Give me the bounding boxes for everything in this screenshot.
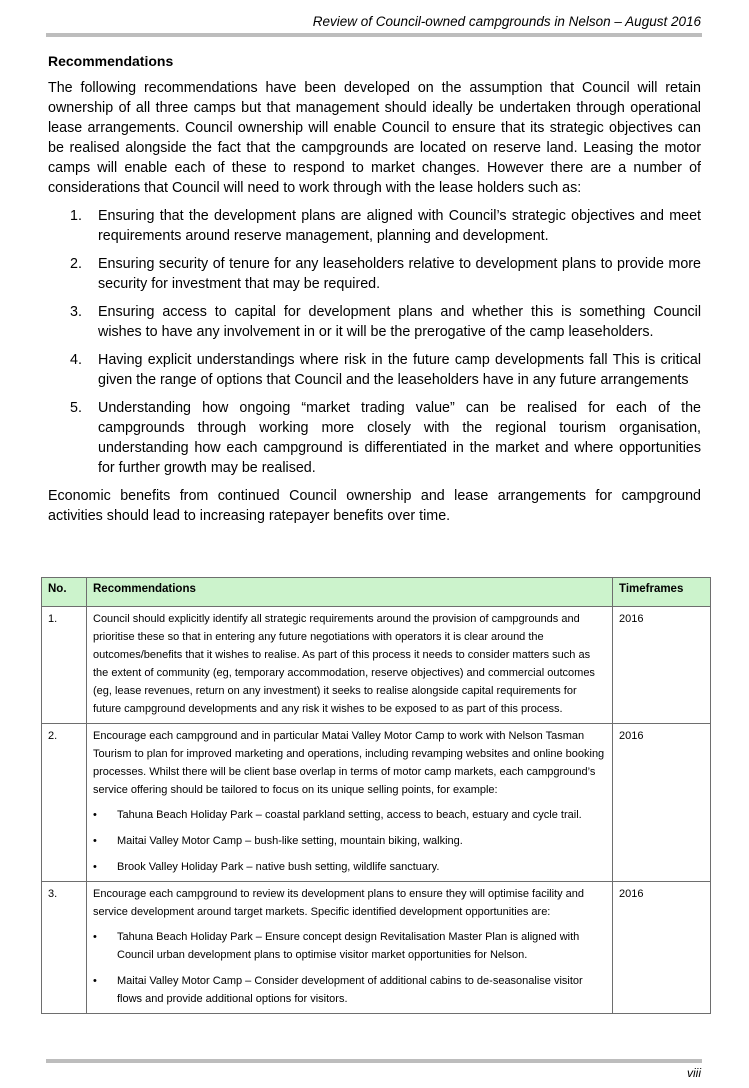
header-recommendations: Recommendations	[87, 578, 613, 607]
list-item-text: Understanding how ongoing “market trading value” can be realised for each of the campgrounds through working more closely with the regional tourism organisation, understanding how each campground is differentiated in the market and where opportunities for further growth may be realised.	[98, 400, 701, 476]
table-header-row	[42, 578, 711, 607]
footer-divider	[46, 1059, 702, 1063]
header-no: No.	[42, 578, 87, 607]
recommendations-table	[41, 577, 711, 1014]
list-item-text: Ensuring security of tenure for any leaseholders relative to development plans to provide more security for investment that may be required.	[98, 256, 701, 292]
list-item-number: 4.	[70, 352, 82, 368]
row-text: Encourage each campground to review its development plans to ensure they will optimise facility and service development around target markets. Specific identified development opportunities are:	[93, 888, 584, 918]
bullet-icon: •	[93, 861, 97, 873]
bullet-item	[93, 806, 606, 824]
row-timeframe: 2016	[613, 882, 711, 1014]
bullet-item	[93, 928, 606, 964]
bullet-list	[93, 806, 606, 876]
list-item-number: 1.	[70, 208, 82, 224]
list-item	[48, 398, 701, 478]
bullet-text: Tahuna Beach Holiday Park – coastal parkland setting, access to beach, estuary and cycle trail.	[117, 809, 582, 821]
bullet-item	[93, 972, 606, 1008]
bullet-item	[93, 858, 606, 876]
table-row	[42, 724, 711, 882]
bullet-icon: •	[93, 835, 97, 847]
row-text: Council should explicitly identify all strategic requirements around the provision of campgrounds and prioritise these so that in entering any future negotiations with operators it is clear around the outcomes/benefits that it wishes to realise. As part of this process it needs to consider matters such as the extent of community (eg, temporary accommodation, reserve objectives) and commercial outcomes (eg, lease revenues, return on any investment) it seeks to realise alongside capital requirements for future campground developments and any risk it wishes to be exposed to as part of this process.	[93, 613, 595, 715]
list-item	[48, 254, 701, 294]
row-text: Encourage each campground and in particular Matai Valley Motor Camp to work with Nelson Tasman Tourism to plan for improved marketing and operations, including revamping websites and online booking processes. Whilst there will be client base overlap in terms of motor camp markets, each campground’s service offering should be tailored to focus on its unique selling points, for example:	[93, 730, 605, 796]
list-item	[48, 206, 701, 246]
row-timeframe: 2016	[613, 724, 711, 882]
document-header-title: Review of Council-owned campgrounds in Nelson – August 2016	[312, 14, 701, 29]
list-item-text: Ensuring access to capital for development plans and whether this is something Council wishes to have any involvement in or it will be the prerogative of the camp leaseholders.	[98, 304, 701, 340]
intro-paragraph: The following recommendations have been developed on the assumption that Council will retain ownership of all three camps but that management should ideally be undertaken through operational lease arrangements. Council ownership will enable Council to ensure that its strategic objectives can be realised alongside the fact that the campgrounds are located on reserve land. Leasing the motor camps will enable each of these to respond to market changes. However there are a number of considerations that Council will need to work through with the lease holders such as:	[48, 80, 701, 196]
bullet-icon: •	[93, 931, 97, 943]
list-item-number: 3.	[70, 304, 82, 320]
table-row	[42, 882, 711, 1014]
economic-benefits-paragraph: Economic benefits from continued Council ownership and lease arrangements for campground activities should lead to increasing ratepayer benefits over time.	[48, 488, 701, 524]
bullet-item	[93, 832, 606, 850]
row-recommendation	[87, 607, 613, 724]
header-timeframes: Timeframes	[613, 578, 711, 607]
list-item-number: 5.	[70, 400, 82, 416]
bullet-text: Tahuna Beach Holiday Park – Ensure concept design Revitalisation Master Plan is aligned with Council urban development plans to optimise visitor market opportunities for Nelson.	[117, 931, 580, 961]
row-recommendation	[87, 882, 613, 1014]
bullet-text: Maitai Valley Motor Camp – Consider development of additional cabins to de-seasonalise visitor flows and provide additional options for visitors.	[117, 975, 583, 1005]
row-recommendation	[87, 724, 613, 882]
row-number: 2.	[42, 724, 87, 882]
section-heading: Recommendations	[48, 53, 174, 69]
page-number: viii	[687, 1066, 701, 1080]
table-row	[42, 607, 711, 724]
list-item-number: 2.	[70, 256, 82, 272]
list-item	[48, 350, 701, 390]
bullet-icon: •	[93, 975, 97, 987]
bullet-text: Brook Valley Holiday Park – native bush setting, wildlife sanctuary.	[117, 861, 440, 873]
list-item	[48, 302, 701, 342]
bullet-icon: •	[93, 809, 97, 821]
list-item-text: Ensuring that the development plans are aligned with Council’s strategic objectives and meet requirements around reserve management, planning and development.	[98, 208, 701, 244]
row-timeframe: 2016	[613, 607, 711, 724]
recommendations-section	[48, 52, 701, 526]
bullet-list	[93, 928, 606, 1008]
row-number: 1.	[42, 607, 87, 724]
bullet-text: Maitai Valley Motor Camp – bush-like setting, mountain biking, walking.	[117, 835, 463, 847]
header-divider	[46, 33, 702, 37]
considerations-list	[48, 206, 701, 478]
list-item-text: Having explicit understandings where risk in the future camp developments fall This is critical given the range of options that Council and the leaseholders have in any future arrangements	[98, 352, 701, 388]
row-number: 3.	[42, 882, 87, 1014]
